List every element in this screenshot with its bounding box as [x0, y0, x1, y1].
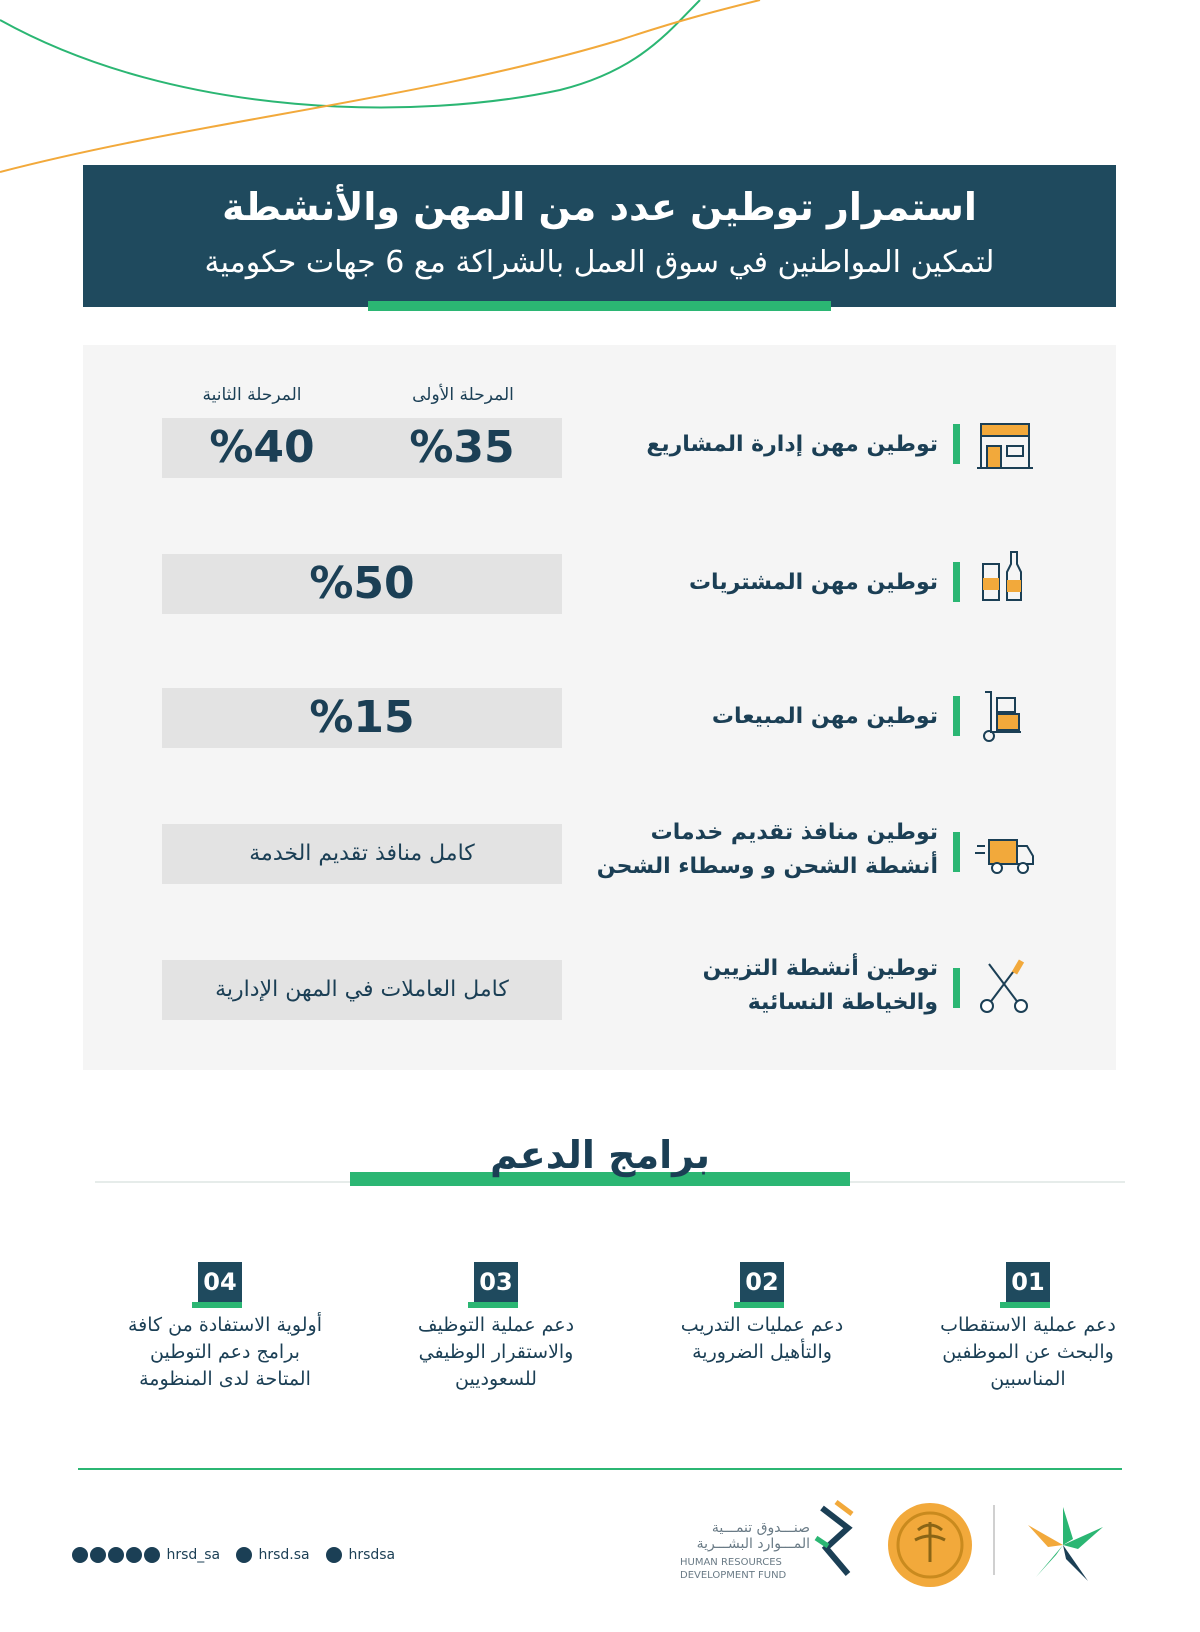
row-label-line2: أنشطة الشحن و وسطاء الشحن [596, 854, 938, 879]
support-section-title: برامج الدعم [489, 1133, 711, 1177]
page-subtitle: لتمكين المواطنين في سوق العمل بالشراكة مع 6 جهات حكومية [204, 245, 995, 280]
program-line: المتاحة لدى المنظومة [139, 1368, 311, 1390]
program-text-02 [642, 1312, 882, 1366]
procurement-value: %50 [309, 558, 415, 609]
youtube-icon [90, 1547, 106, 1563]
snapchat-icon [326, 1547, 342, 1563]
row-label-line2: والخياطة النسائية [747, 990, 938, 1015]
program-line: أولوية الاستفادة من كافة [128, 1314, 322, 1336]
row-accent-bar [953, 832, 960, 872]
hrdf-ar-line: صنـــدوق تنمـــية [711, 1520, 810, 1536]
program-text-01 [908, 1312, 1148, 1393]
value-box-procurement [162, 554, 562, 614]
value-box-project-management [162, 418, 562, 478]
row-label-line1: توطين منافذ تقديم خدمات [650, 820, 938, 845]
phase2-label: المرحلة الثانية [202, 385, 302, 405]
logo-separator [993, 1505, 995, 1575]
linkedin-icon [108, 1547, 124, 1563]
row-label-project-management [518, 428, 938, 462]
hrdf-ar-line: المـــوارد البشـــرية [696, 1536, 810, 1552]
ministry-logo-icon [1018, 1505, 1108, 1585]
row-label-line1: توطين مهن المبيعات [711, 704, 938, 729]
row-label-procurement [518, 566, 938, 600]
title-underline [368, 301, 831, 311]
row-accent-bar [953, 696, 960, 736]
hrdf-english-name [680, 1556, 810, 1582]
twitter-icon [72, 1547, 88, 1563]
program-text-03 [376, 1312, 616, 1393]
page-title: استمرار توطين عدد من المهن والأنشطة [222, 185, 977, 229]
social-handle-text: hrsd.sa [258, 1547, 310, 1563]
instagram-icon [144, 1547, 160, 1563]
program-line: والبحث عن الموظفين [942, 1341, 1114, 1363]
tiktok-icon [236, 1547, 252, 1563]
program-line: المناسبين [990, 1368, 1066, 1390]
program-number-badge: 02 [740, 1262, 784, 1302]
row-label-sales [518, 700, 938, 734]
bottles-icon [975, 548, 1035, 604]
value-box-tailoring [162, 960, 562, 1020]
value-box-shipping [162, 824, 562, 884]
shipping-value: كامل منافذ تقديم الخدمة [249, 841, 475, 866]
phase1-label: المرحلة الأولى [412, 385, 514, 405]
hand-truck-icon [975, 688, 1035, 744]
row-label-shipping [518, 816, 938, 884]
program-line: دعم عملية الاستقطاب [940, 1314, 1116, 1336]
social-handle-1[interactable] [72, 1547, 220, 1563]
hrdf-en-line: DEVELOPMENT FUND [680, 1570, 787, 1581]
facebook-icon [126, 1547, 142, 1563]
program-line: والتأهيل الضرورية [692, 1341, 832, 1363]
government-emblem-icon [885, 1500, 975, 1590]
social-handle-text: hrsd_sa [166, 1547, 221, 1563]
program-line: للسعوديين [455, 1368, 537, 1390]
storefront-icon [975, 418, 1035, 474]
delivery-truck-icon [975, 826, 1035, 882]
program-line: دعم عمليات التدريب [680, 1314, 844, 1336]
phase2-value: %40 [209, 422, 315, 473]
program-line: دعم عملية التوظيف [417, 1314, 575, 1336]
hrdf-logo-icon [812, 1498, 858, 1584]
program-number-badge: 03 [474, 1262, 518, 1302]
row-label-line1: توطين مهن المشتريات [688, 570, 938, 595]
row-label-tailoring [518, 952, 938, 1020]
row-label-line1: توطين مهن إدارة المشاريع [646, 432, 938, 457]
program-line: برامج دعم التوطين [150, 1341, 300, 1363]
row-label-line1: توطين أنشطة التزيين [702, 956, 938, 981]
row-accent-bar [953, 424, 960, 464]
row-accent-bar [953, 562, 960, 602]
program-line: والاستقرار الوظيفي [418, 1341, 574, 1363]
program-number-badge: 01 [1006, 1262, 1050, 1302]
social-handle-3[interactable] [326, 1547, 395, 1563]
footer-divider [78, 1468, 1122, 1470]
social-handle-2[interactable] [236, 1547, 310, 1563]
row-accent-bar [953, 968, 960, 1008]
value-box-sales [162, 688, 562, 748]
program-number-badge: 04 [198, 1262, 242, 1302]
hrdf-arabic-name [680, 1520, 810, 1552]
social-handle-text: hrsdsa [348, 1547, 396, 1563]
header-banner [83, 165, 1116, 307]
hrdf-en-line: HUMAN RESOURCES [680, 1557, 782, 1568]
scissors-icon [975, 958, 1035, 1014]
tailoring-value: كامل العاملات في المهن الإدارية [215, 977, 509, 1002]
sales-value: %15 [309, 692, 415, 743]
program-text-04 [100, 1312, 350, 1393]
phase1-value: %35 [409, 422, 515, 473]
